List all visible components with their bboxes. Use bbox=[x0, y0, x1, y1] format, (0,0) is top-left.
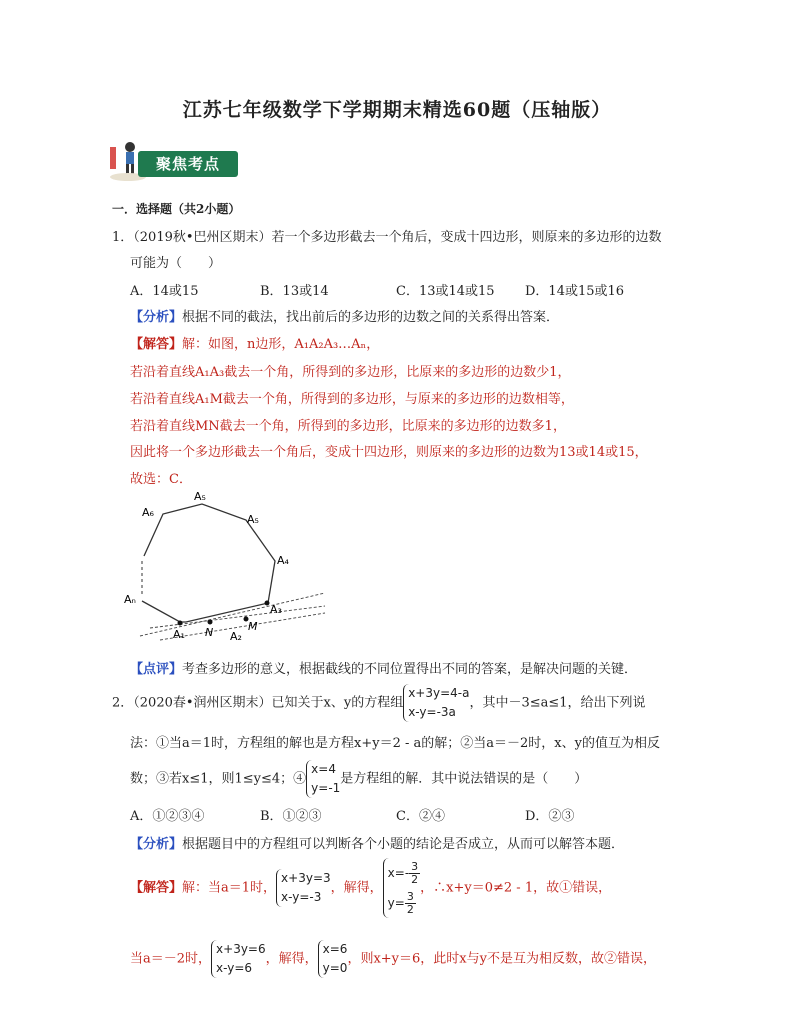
q1-option-a: A．14或15 bbox=[130, 284, 199, 299]
q2-solution4-system bbox=[306, 760, 340, 798]
q2-analysis bbox=[130, 833, 624, 852]
q1-analysis bbox=[130, 306, 559, 325]
sol-a1-result bbox=[383, 858, 421, 918]
label-a5: A₅ bbox=[247, 513, 259, 526]
sol-a2-system bbox=[211, 940, 266, 978]
q1-option-d: D．14或15或16 bbox=[525, 284, 625, 299]
sol-a2-mid: ，解得， bbox=[265, 951, 318, 967]
comment-tag: 【点评】 bbox=[130, 662, 183, 677]
solution-text: 解：如图，n边形，A₁A₂A₃…Aₙ， bbox=[182, 337, 380, 352]
q2-solution-a1 bbox=[130, 858, 611, 918]
sol-a2-r2: y=0 bbox=[322, 961, 348, 975]
q2-option-c: C．②④ bbox=[396, 809, 445, 824]
q2-line2: 法：①当a＝1时，方程组的解也是方程x+y＝2 - a的解；②当a＝－2时，x、y的值互为相反 bbox=[130, 736, 660, 751]
section-heading: 一．选择题（共2小题） bbox=[112, 202, 241, 216]
label-an: Aₙ bbox=[124, 593, 136, 606]
label-a1: A₁ bbox=[173, 628, 185, 641]
sol-x-frac bbox=[409, 861, 420, 886]
sol-x-den: 2 bbox=[411, 873, 419, 886]
q2-solution-a2 bbox=[130, 940, 656, 978]
sol-a1-pre: 解：当a＝1时， bbox=[182, 880, 277, 896]
banner-label: 聚焦考点 bbox=[138, 151, 238, 177]
sol-a1-post: ，∴x+y＝0≠2 - 1，故①错误， bbox=[420, 880, 612, 896]
q1-solution-line-2: 若沿着直线A₁M截去一个角，所得到的多边形，与原来的多边形的边数相等， bbox=[130, 392, 574, 407]
q1-solution-line-4: 因此将一个多边形截去一个角后，变成十四边形，则原来的多边形的边数为13或14或15， bbox=[130, 445, 648, 460]
q1-option-c: C．13或14或15 bbox=[396, 284, 495, 299]
q2-stem-line1 bbox=[112, 684, 646, 722]
label-a6: A₆ bbox=[142, 506, 154, 519]
q2-stem-pre: 2．（2020春•润州区期末）已知关于x、y的方程组 bbox=[112, 695, 404, 711]
q1-stem-line1: 1．（2019秋•巴州区期末）若一个多边形截去一个角后，变成十四边形，则原来的多边形的边数 bbox=[112, 230, 662, 245]
sol-a2-r1: x=6 bbox=[322, 942, 348, 956]
label-a2: A₂ bbox=[230, 630, 242, 643]
analysis-tag: 【分析】 bbox=[130, 310, 183, 325]
q2-line3-pre: 数；③若x≤1，则1≤y≤4；④ bbox=[130, 771, 307, 787]
polygon-figure bbox=[120, 488, 340, 650]
sol-y-num: 3 bbox=[406, 890, 414, 903]
label-a4: A₄ bbox=[277, 554, 289, 567]
q2-sys-eq1: x+3y=4-a bbox=[408, 686, 470, 700]
solution-tag: 【解答】 bbox=[130, 880, 183, 896]
label-a5-top: A₅ bbox=[194, 490, 206, 503]
sol-a1-eq2: x-y=-3 bbox=[281, 890, 322, 904]
sol-a2-pre: 当a＝－2时， bbox=[130, 951, 212, 967]
sol-a2-result bbox=[318, 940, 348, 978]
sol-a2-eq1: x+3y=6 bbox=[216, 942, 266, 956]
q2-system bbox=[403, 684, 469, 722]
sol-x-num: 3 bbox=[411, 860, 419, 873]
sol-y-den: 2 bbox=[406, 903, 414, 916]
sol-mid: ，解得， bbox=[330, 880, 383, 896]
q2-sys-eq2: x-y=-3a bbox=[408, 705, 456, 719]
q2-sol4-eq1: x=4 bbox=[311, 762, 336, 776]
analysis-text: 根据题目中的方程组可以判断各个小题的结论是否成立，从而可以解答本题． bbox=[182, 837, 625, 852]
q1-stem-line2: 可能为（ ） bbox=[130, 256, 222, 271]
sol-y-frac bbox=[405, 891, 416, 916]
comment-text: 考查多边形的意义，根据截线的不同位置得出不同的答案，是解决问题的关键． bbox=[182, 662, 638, 677]
section-banner bbox=[108, 143, 238, 183]
q2-option-b: B．①②③ bbox=[260, 809, 322, 824]
q1-option-b: B．13或14 bbox=[260, 284, 329, 299]
sol-a1-eq1: x+3y=3 bbox=[281, 871, 331, 885]
sol-y-pre: y= bbox=[387, 896, 405, 910]
q2-option-a: A．①②③④ bbox=[130, 809, 205, 824]
q1-solution-line-5: 故选：C． bbox=[130, 472, 192, 487]
q2-sol4-eq2: y=-1 bbox=[311, 781, 341, 795]
q1-solution-line-3: 若沿着直线MN截去一个角，所得到的多边形，比原来的多边形的边数多1， bbox=[130, 419, 566, 434]
sol-a2-eq2: x-y=6 bbox=[216, 961, 253, 975]
page-title: 江苏七年级数学下学期期末精选60题（压轴版） bbox=[182, 99, 612, 121]
sol-a1-system bbox=[276, 869, 331, 907]
analysis-text: 根据不同的截法，找出前后的多边形的边数之间的关系得出答案． bbox=[182, 310, 560, 325]
solution-tag: 【解答】 bbox=[130, 337, 183, 352]
q2-line3 bbox=[130, 760, 587, 798]
q2-option-d: D．②③ bbox=[525, 809, 575, 824]
q2-line3-post: 是方程组的解．其中说法错误的是（ ） bbox=[340, 771, 588, 787]
sol-a2-post: ，则x+y＝6，此时x与y不是互为相反数，故②错误， bbox=[347, 951, 656, 967]
q2-options bbox=[130, 805, 650, 823]
q2-stem-post: ，其中－3≤a≤1，给出下列说 bbox=[469, 695, 646, 711]
q1-comment bbox=[130, 658, 637, 677]
sol-x-pre: x=- bbox=[387, 866, 410, 880]
label-a3: A₃ bbox=[270, 603, 282, 616]
q1-solution-line-0 bbox=[130, 333, 379, 352]
label-m: M bbox=[248, 620, 258, 633]
q1-options bbox=[130, 280, 650, 298]
analysis-tag: 【分析】 bbox=[130, 837, 183, 852]
q1-solution-line-1: 若沿着直线A₁A₃截去一个角，所得到的多边形，比原来的多边形的边数少1， bbox=[130, 365, 571, 380]
label-n: N bbox=[205, 626, 214, 639]
